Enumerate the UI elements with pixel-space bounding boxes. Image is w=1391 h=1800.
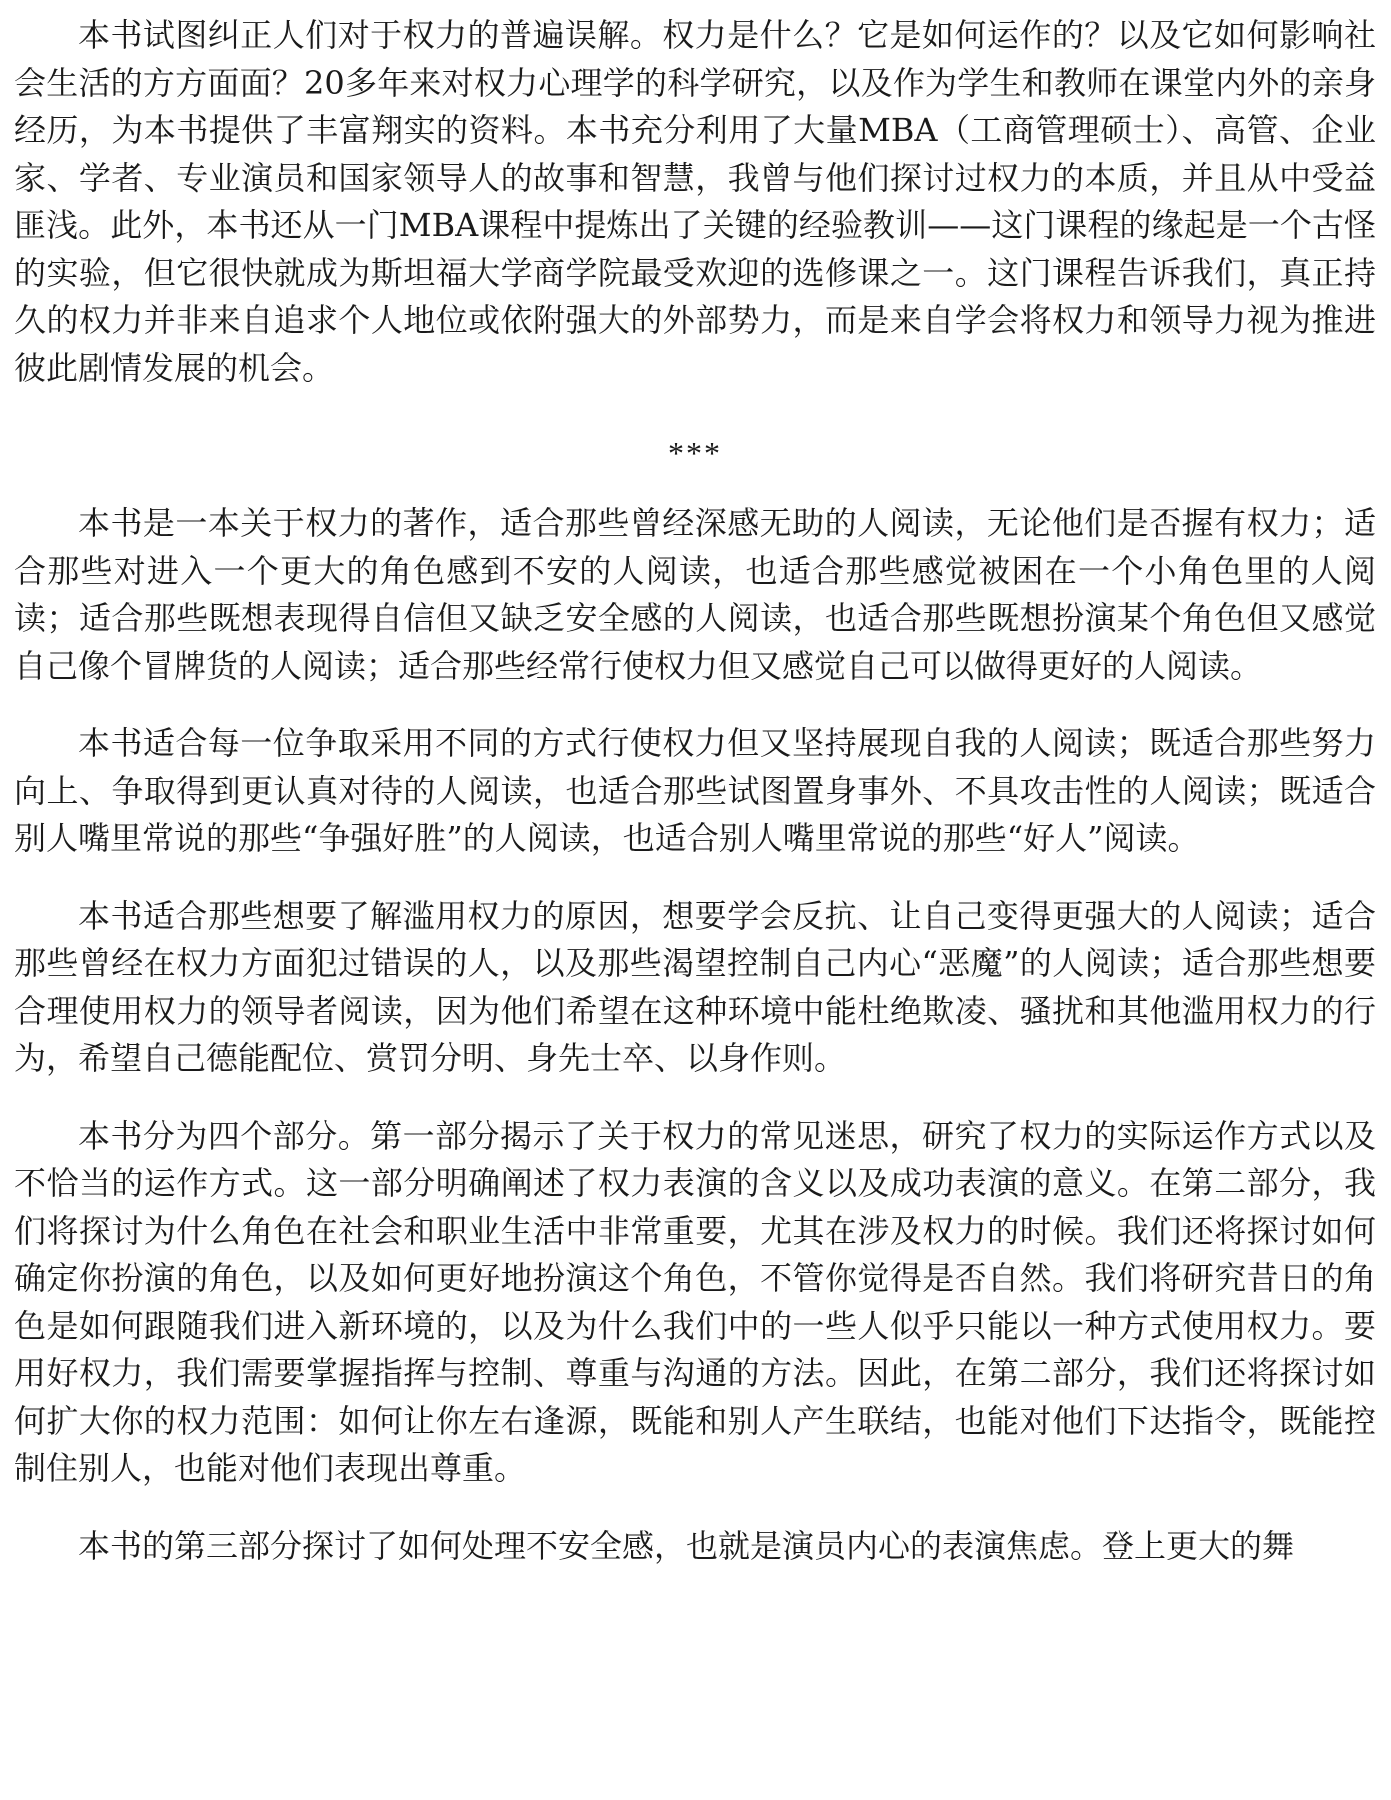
paragraph-intro: 本书试图纠正人们对于权力的普遍误解。权力是什么？它是如何运作的？以及它如何影响社会生活的方方面面？20多年来对权力心理学的科学研究，以及作为学生和教师在课堂内外的亲身经历，为本书提供了丰富翔实的资料。本书充分利用了大量MBA（工商管理硕士）、高管、企业家、学者、专业演员和国家领导人的故事和智慧，我曾与他们探讨过权力的本质，并且从中受益匪浅。此外，本书还从一门MBA课程中提炼出了关键的经验教训——这门课程的缘起是一个古怪的实验，但它很快就成为斯坦福大学商学院最受欢迎的选修课之一。这门课程告诉我们，真正持久的权力并非来自追求个人地位或依附强大的外部势力，而是来自学会将权力和领导力视为推进彼此剧情发展的机会。 bbox=[14, 16, 1376, 387]
paragraph-part-three: 本书的第三部分探讨了如何处理不安全感，也就是演员内心的表演焦虑。登上更大的舞 bbox=[78, 1526, 1295, 1565]
paragraph-book-structure: 本书分为四个部分。第一部分揭示了关于权力的常见迷思，研究了权力的实际运作方式以及不恰当的运作方式。这一部分明确阐述了权力表演的含义以及成功表演的意义。在第二部分，我们将探讨为什么角色在社会和职业生活中非常重要，尤其在涉及权力的时候。我们还将探讨如何确定你扮演的角色，以及如何更好地扮演这个角色，不管你觉得是否自然。我们将研究昔日的角色是如何跟随我们进入新环境的，以及为什么我们中的一些人似乎只能以一种方式使用权力。要用好权力，我们需要掌握指挥与控制、尊重与沟通的方法。因此，在第二部分，我们还将探讨如何扩大你的权力范围：如何让你左右逢源，既能和别人产生联结，也能对他们下达指令，既能控制住别人，也能对他们表现出尊重。 bbox=[14, 1116, 1376, 1487]
paragraph-audience-self: 本书适合每一位争取采用不同的方式行使权力但又坚持展现自我的人阅读；既适合那些努力向上、争取得到更认真对待的人阅读，也适合那些试图置身事外、不具攻击性的人阅读；既适合别人嘴里常说的那些“争强好胜”的人阅读，也适合别人嘴里常说的那些“好人”阅读。 bbox=[14, 724, 1376, 857]
paragraph-audience-powerless: 本书是一本关于权力的著作，适合那些曾经深感无助的人阅读，无论他们是否握有权力；适合那些对进入一个更大的角色感到不安的人阅读，也适合那些感觉被困在一个小角色里的人阅读；适合那些既想表现得自信但又缺乏安全感的人阅读，也适合那些既想扮演某个角色但又感觉自己像个冒牌货的人阅读；适合那些经常行使权力但又感觉自己可以做得更好的人阅读。 bbox=[14, 504, 1376, 685]
section-separator: *** bbox=[668, 435, 722, 471]
paragraph-audience-abuse: 本书适合那些想要了解滥用权力的原因，想要学会反抗、让自己变得更强大的人阅读；适合那些曾经在权力方面犯过错误的人，以及那些渴望控制自己内心“恶魔”的人阅读；适合那些想要合理使用权力的领导者阅读，因为他们希望在这种环境中能杜绝欺凌、骚扰和其他滥用权力的行为，希望自己德能配位、赏罚分明、身先士卒、以身作则。 bbox=[14, 896, 1376, 1077]
document-page bbox=[14, 12, 1376, 1570]
